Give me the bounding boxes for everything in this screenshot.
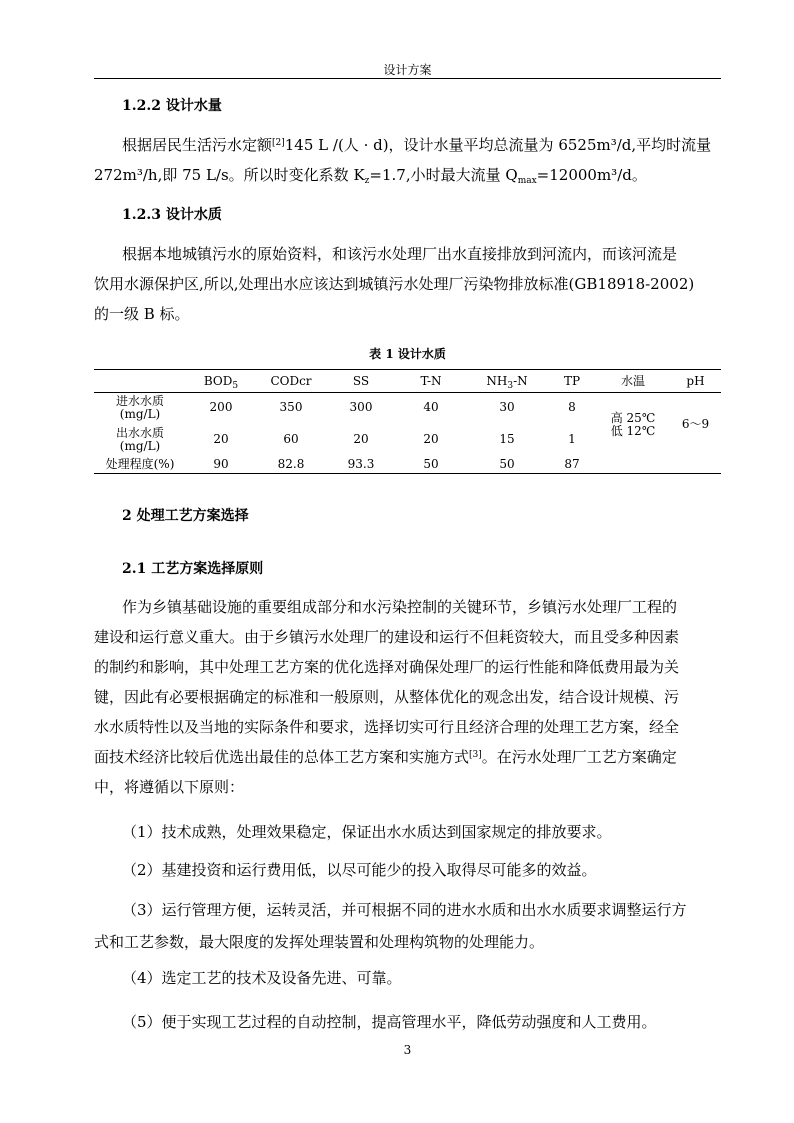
paragraph-line: 键，因此有必要根据确定的标准和一般原则，从整体优化的观念出发，结合设计规模、污 bbox=[94, 688, 680, 706]
header-rule bbox=[94, 78, 721, 79]
table-cell: 20 bbox=[213, 432, 229, 446]
paragraph-design-quality bbox=[94, 239, 720, 329]
citation-ref: [2] bbox=[272, 138, 285, 148]
running-header: 设计方案 bbox=[383, 63, 432, 77]
table-caption: 表 1 设计水质 bbox=[369, 347, 446, 361]
paragraph-principles-intro bbox=[94, 592, 720, 802]
paragraph-line: 的制约和影响，其中处理工艺方案的优化选择对确保处理厂的运行性能和降低费用最为关 bbox=[94, 658, 680, 676]
paragraph-line: 水水质特性以及当地的实际条件和要求，选择切实可行且经济合理的处理工艺方案，经全 bbox=[94, 718, 680, 736]
paragraph-line: 面技术经济比较后优选出最佳的总体工艺方案和实施方式[3]。在污水处理厂工艺方案确定 bbox=[94, 748, 677, 766]
heading-1-2-2: 1.2.2 设计水量 bbox=[122, 98, 222, 114]
table-cell: 300 bbox=[349, 400, 373, 415]
paragraph-line: 根据本地城镇污水的原始资料，和该污水处理厂出水直接排放到河流内，而该河流是 bbox=[122, 245, 678, 263]
citation-ref: [3] bbox=[469, 750, 482, 760]
table-cell: 87 bbox=[548, 457, 596, 474]
table-cell: 20 bbox=[423, 432, 439, 446]
heading-2-1: 2.1 工艺方案选择原则 bbox=[122, 561, 264, 577]
paragraph-line: 中，将遵循以下原则： bbox=[94, 778, 245, 796]
page-number: 3 bbox=[403, 1043, 412, 1057]
header-nh3n: $NH_3-N$ bbox=[466, 370, 548, 393]
table-cell: 1 bbox=[568, 432, 576, 446]
table-cell: 90 bbox=[186, 457, 256, 474]
table-cell bbox=[670, 457, 721, 474]
table-cell: 200 bbox=[209, 400, 233, 415]
header-tp: TP bbox=[548, 370, 596, 393]
principle-item: （4）选定工艺的技术及设备先进、可靠。 bbox=[122, 969, 402, 987]
table-cell: 8 bbox=[568, 400, 576, 415]
table-cell: 40 bbox=[423, 400, 439, 415]
paragraph-line: 作为乡镇基础设施的重要组成部分和水污染控制的关键环节，乡镇污水处理厂工程的 bbox=[122, 598, 678, 616]
table-cell: 82.8 bbox=[256, 457, 326, 474]
paragraph-line: 饮用水源保护区,所以,处理出水应该达到城镇污水处理厂污染物排放标准(GB18918-2002) bbox=[94, 275, 695, 293]
table-cell-temp: 高 25℃ 低 12℃ bbox=[610, 410, 656, 438]
heading-1-2-3: 1.2.3 设计水质 bbox=[122, 207, 222, 223]
header-tn: T-N bbox=[396, 370, 466, 393]
paragraph-design-flow bbox=[94, 130, 720, 190]
header-cod: CODcr bbox=[256, 370, 326, 393]
table-cell: 30 bbox=[499, 400, 515, 415]
principle-item: （1）技术成熟，处理效果稳定，保证出水水质达到国家规定的排放要求。 bbox=[122, 823, 612, 841]
principle-item-cont: 式和工艺参数，最大限度的发挥处理装置和处理构筑物的处理能力。 bbox=[94, 933, 545, 951]
header-ph: pH bbox=[670, 370, 721, 393]
row-label-outflow: 出水水质 (mg/L) bbox=[115, 425, 164, 453]
table-cell: 60 bbox=[283, 432, 299, 446]
table-header-row bbox=[94, 370, 721, 393]
header-empty bbox=[94, 370, 186, 393]
paragraph-line: 根据居民生活污水定额[2]145 L /(人 · d)，设计水量平均总流量为 6525m³/d,平均时流量 bbox=[122, 136, 712, 154]
design-quality-table bbox=[94, 369, 721, 474]
table-cell: 50 bbox=[396, 457, 466, 474]
table-cell: 15 bbox=[499, 432, 515, 446]
table-row bbox=[94, 393, 721, 423]
table-cell bbox=[596, 457, 670, 474]
principle-item: （5）便于实现工艺过程的自动控制，提高管理水平，降低劳动强度和人工费用。 bbox=[122, 1013, 657, 1031]
principle-item: （2）基建投资和运行费用低，以尽可能少的投入取得尽可能多的效益。 bbox=[122, 861, 597, 879]
row-label-removal: 处理程度(%) bbox=[94, 457, 186, 474]
row-label-inflow: 进水水质 (mg/L) bbox=[115, 393, 164, 421]
principle-item: （3）运行管理方便，运转灵活，并可根据不同的进水水质和出水水质要求调整运行方 bbox=[122, 901, 687, 919]
table-cell-ph: 6～9 bbox=[681, 417, 710, 432]
table-cell: 93.3 bbox=[326, 457, 396, 474]
heading-2: 2 处理工艺方案选择 bbox=[122, 508, 249, 524]
table-row bbox=[94, 457, 721, 474]
paragraph-line: 的一级 B 标。 bbox=[94, 305, 190, 323]
paragraph-line: 建设和运行意义重大。由于乡镇污水处理厂的建设和运行不但耗资较大，而且受多种因素 bbox=[94, 628, 680, 646]
table-cell: 20 bbox=[353, 432, 369, 446]
header-ss: SS bbox=[326, 370, 396, 393]
table-cell: 50 bbox=[466, 457, 548, 474]
header-bod: $BOD_5$ bbox=[186, 370, 256, 393]
paragraph-line: 272m³/h,即 75 L/s。所以时变化系数 $K_z=1.7$,小时最大流量 $Q_{max}=12000m^3/d$。 bbox=[94, 166, 647, 186]
table-cell: 350 bbox=[279, 400, 303, 415]
header-temp: 水温 bbox=[596, 370, 670, 393]
